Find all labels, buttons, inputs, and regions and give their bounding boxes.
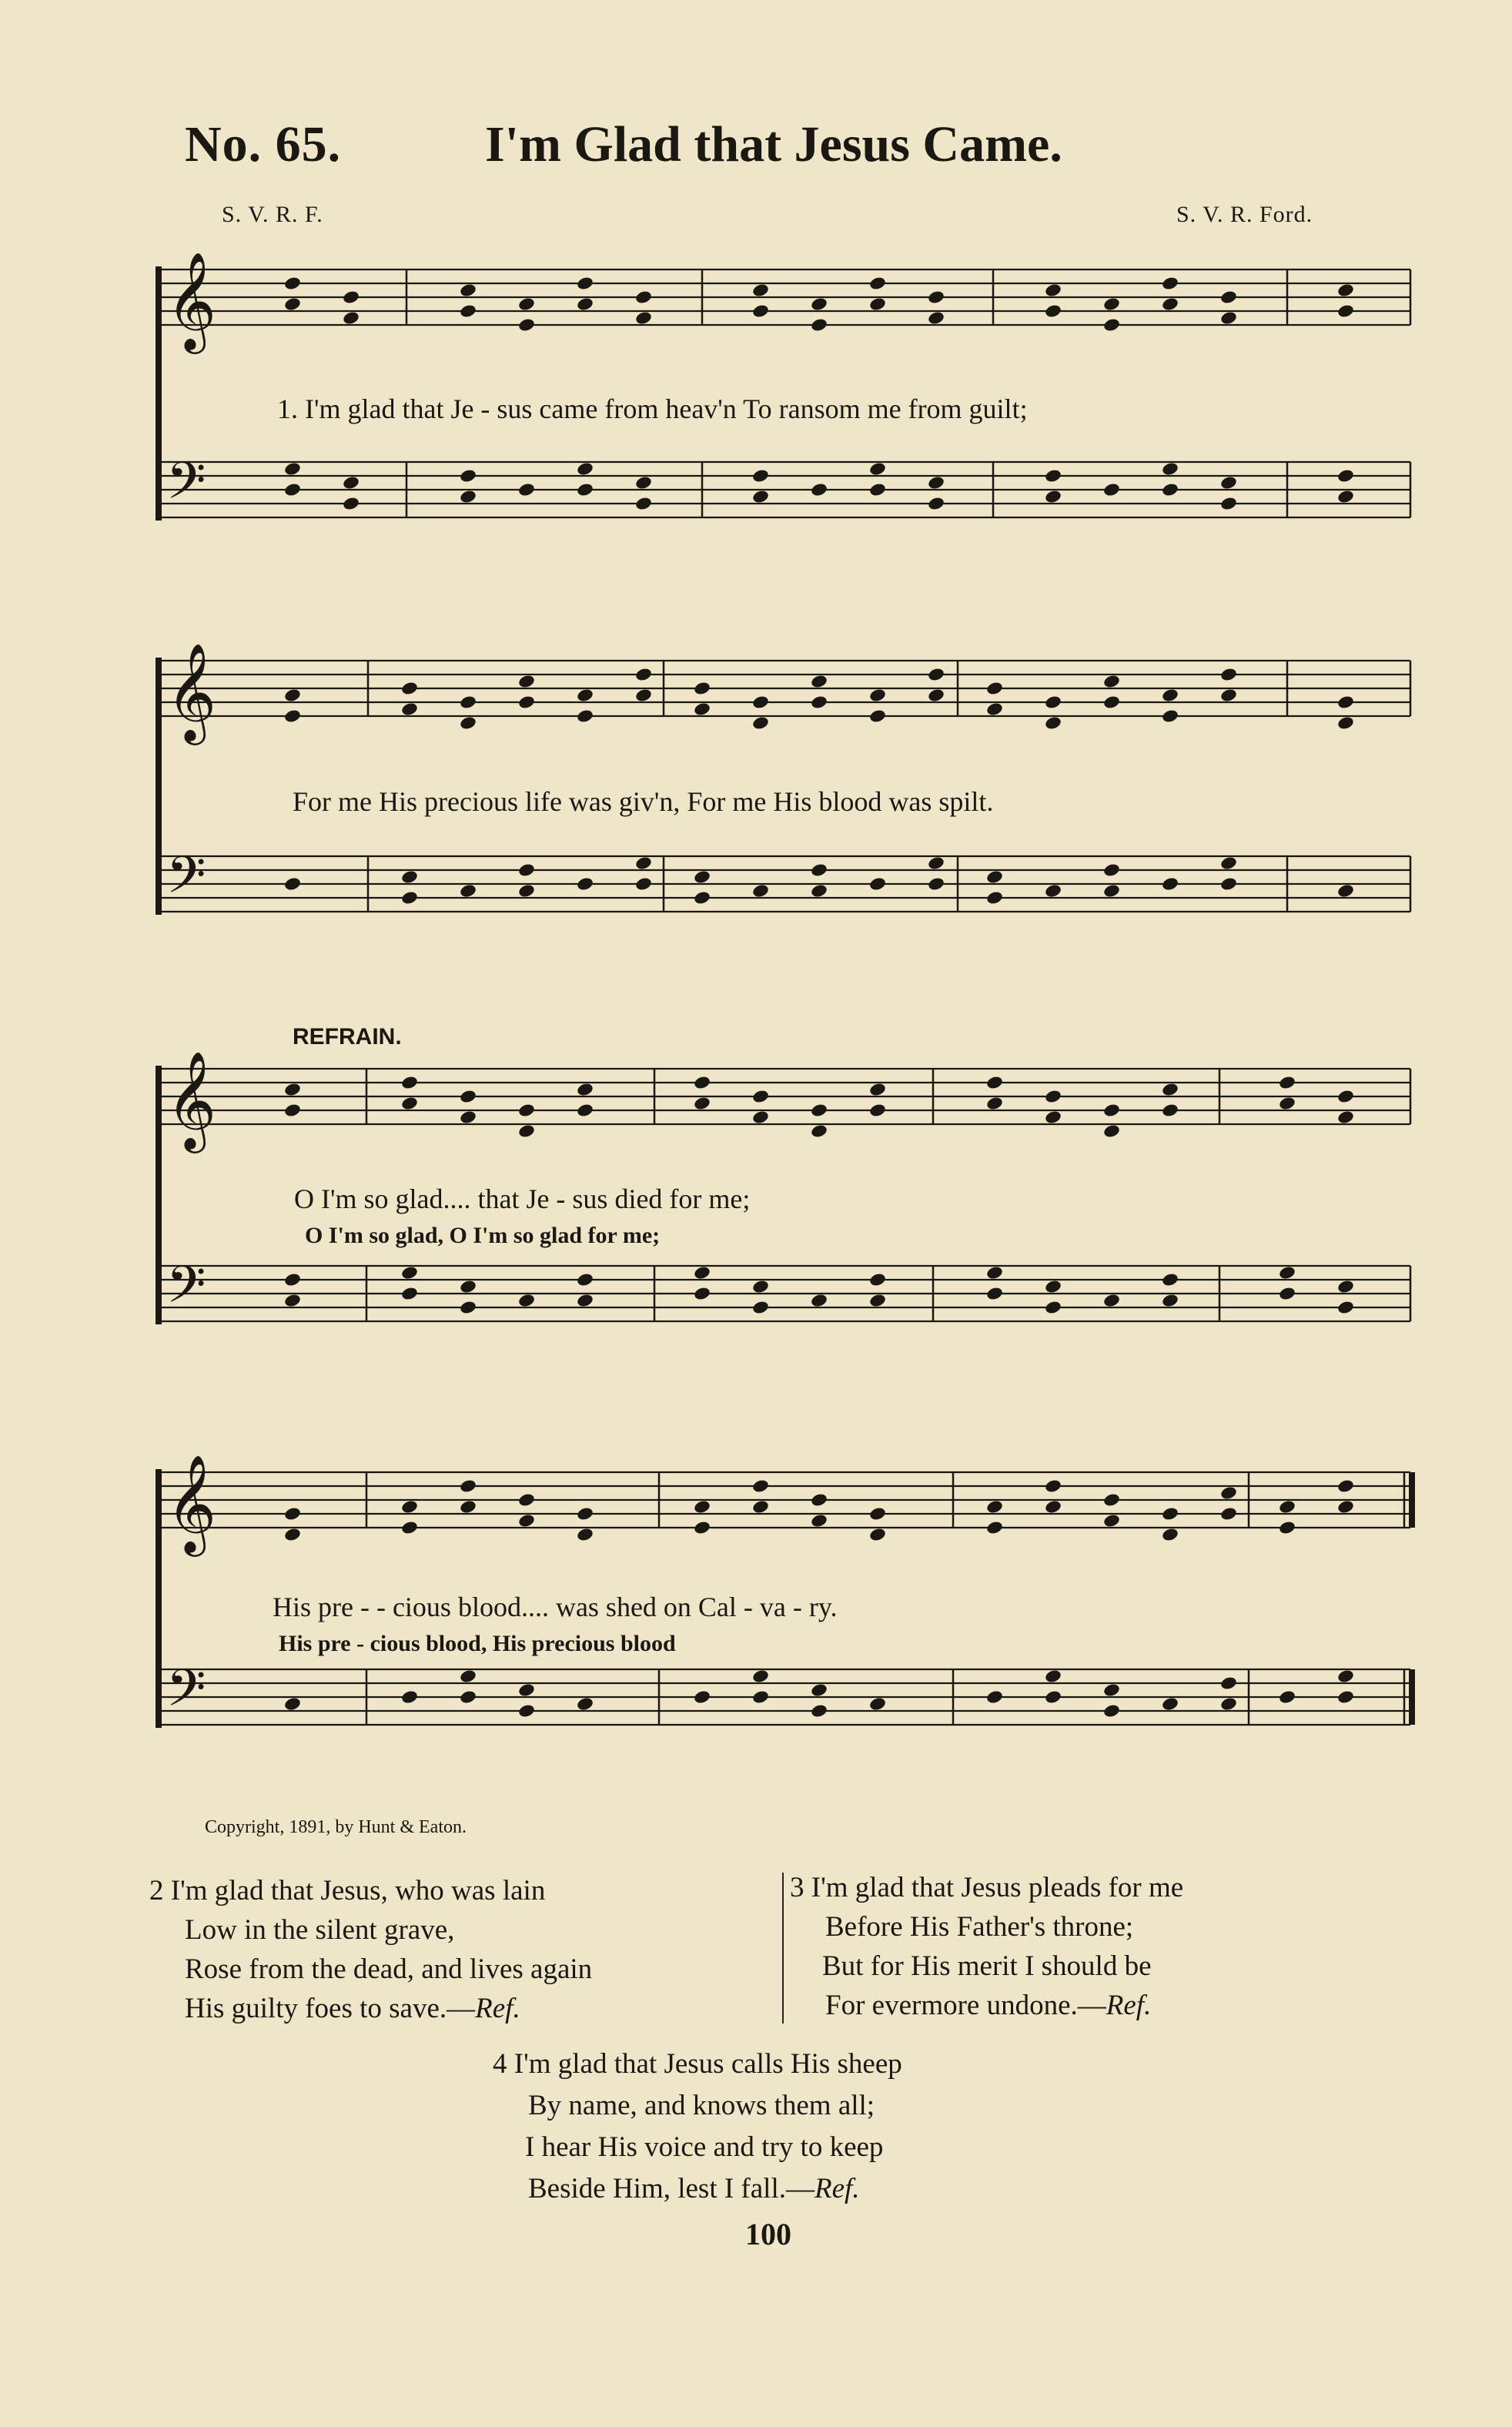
verse-divider [782, 1873, 784, 2024]
words-credit: S. V. R. F. [222, 202, 323, 227]
verse-2-line-2: Low in the silent grave, [185, 1914, 455, 1946]
system2-lyric: For me His precious life was giv'n, For me His blood was spilt. [293, 786, 994, 817]
music-credit: S. V. R. Ford. [1176, 202, 1313, 227]
system4-bass-lyric: His pre - cious blood, His precious blood [279, 1631, 676, 1656]
system3-lyric: O I'm so glad.... that Je - sus died for me; [294, 1183, 751, 1214]
svg-text:𝄢: 𝄢 [166, 845, 206, 917]
verse-4-line-2: By name, and knows them all; [528, 2090, 875, 2121]
verse-2-line-1: 2 I'm glad that Jesus, who was lain [149, 1875, 546, 1906]
verse-2-ref: Ref. [475, 1993, 520, 2024]
svg-text:𝄞: 𝄞 [166, 1454, 217, 1552]
verse-4-line-1: 4 I'm glad that Jesus calls His sheep [493, 2048, 902, 2080]
verse-3-line-4: For evermore undone.— [825, 1990, 1106, 2021]
verse-3-line-2: Before His Father's throne; [825, 1911, 1134, 1943]
verse-4 [493, 2044, 902, 2210]
system4-lyric: His pre - - cious blood.... was shed on Cal - va - ry. [273, 1592, 838, 1622]
system3-bass-lyric: O I'm so glad, O I'm so glad for me; [305, 1223, 661, 1248]
copyright: Copyright, 1891, by Hunt & Eaton. [205, 1817, 467, 1837]
hymn-title: I'm Glad that Jesus Came. [485, 116, 1062, 172]
svg-text:𝄞: 𝄞 [166, 642, 217, 741]
svg-text:𝄢: 𝄢 [166, 451, 206, 523]
svg-text:𝄞: 𝄞 [166, 1050, 217, 1149]
verse-2-line-4: His guilty foes to save.— [185, 1993, 476, 2024]
svg-text:𝄞: 𝄞 [166, 251, 217, 350]
verse-4-line-4: Beside Him, lest I fall.— [528, 2173, 815, 2204]
verse-3-line-1: 3 I'm glad that Jesus pleads for me [790, 1872, 1184, 1903]
verse-4-ref: Ref. [815, 2173, 860, 2204]
verse-3 [790, 1868, 1183, 2025]
verse-2 [149, 1871, 592, 2028]
verse-4-line-3: I hear His voice and try to keep [525, 2131, 884, 2163]
page-number: 100 [745, 2217, 791, 2251]
svg-text:𝄢: 𝄢 [166, 1659, 206, 1730]
refrain-label: REFRAIN. [293, 1024, 402, 1049]
verse-3-ref: Ref. [1106, 1990, 1152, 2021]
svg-text:𝄢: 𝄢 [166, 1255, 206, 1327]
verse-2-line-3: Rose from the dead, and lives again [185, 1953, 593, 1985]
verse-3-line-3: But for His merit I should be [822, 1950, 1152, 1982]
system1-lyric: 1. I'm glad that Je - sus came from heav'n To ransom me from guilt; [277, 393, 1028, 424]
hymn-number: No. 65. [185, 116, 342, 172]
